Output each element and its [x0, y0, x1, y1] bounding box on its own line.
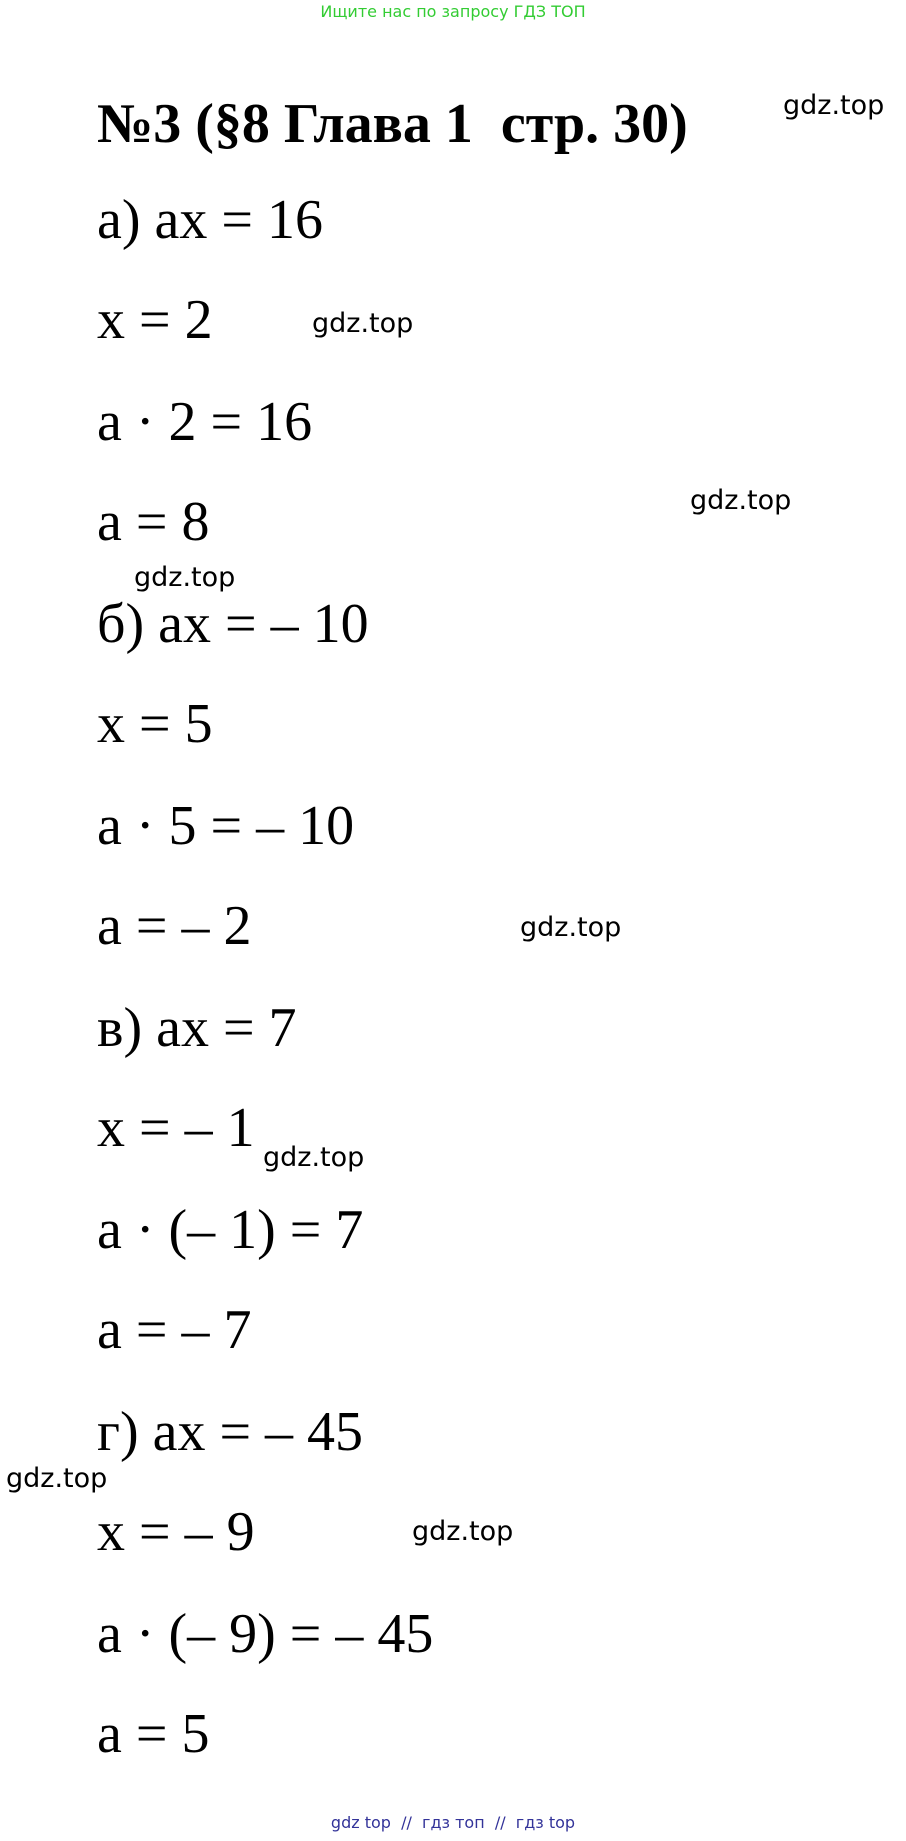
watermark-text: gdz.top: [312, 308, 414, 339]
solution-line: б) ах = – 10: [97, 593, 369, 655]
solution-line: а = – 7: [97, 1299, 252, 1361]
watermark-text: gdz.top: [783, 90, 885, 121]
solution-line: а = – 2: [97, 895, 252, 957]
solution-line: а · (– 9) = – 45: [97, 1603, 434, 1665]
watermark-text: gdz.top: [263, 1142, 365, 1173]
footer-links[interactable]: gdz top // гдз топ // гдз top: [330, 1813, 576, 1832]
watermark-text: gdz.top: [134, 562, 236, 593]
solution-line: г) ах = – 45: [97, 1401, 364, 1463]
solution-line: а · (– 1) = 7: [97, 1199, 364, 1261]
solution-line: а · 2 = 16: [97, 391, 313, 453]
solution-line: а = 5: [97, 1703, 210, 1765]
solution-line: х = – 1: [97, 1097, 255, 1159]
search-hint-link[interactable]: Ищите нас по запросу ГДЗ ТОП: [320, 2, 586, 21]
solution-line: х = 5: [97, 693, 213, 755]
watermark-text: gdz.top: [412, 1516, 514, 1547]
watermark-text: gdz.top: [6, 1463, 108, 1494]
page-title: №3 (§8 Глава 1 стр. 30): [97, 93, 688, 155]
solution-line: а · 5 = – 10: [97, 795, 355, 857]
solution-line: а = 8: [97, 491, 210, 553]
solution-line: в) ах = 7: [97, 997, 297, 1059]
solution-line: х = – 9: [97, 1501, 255, 1563]
watermark-text: gdz.top: [690, 485, 792, 516]
watermark-text: gdz.top: [520, 912, 622, 943]
solution-line: х = 2: [97, 289, 213, 351]
solution-line: а) ах = 16: [97, 189, 323, 251]
